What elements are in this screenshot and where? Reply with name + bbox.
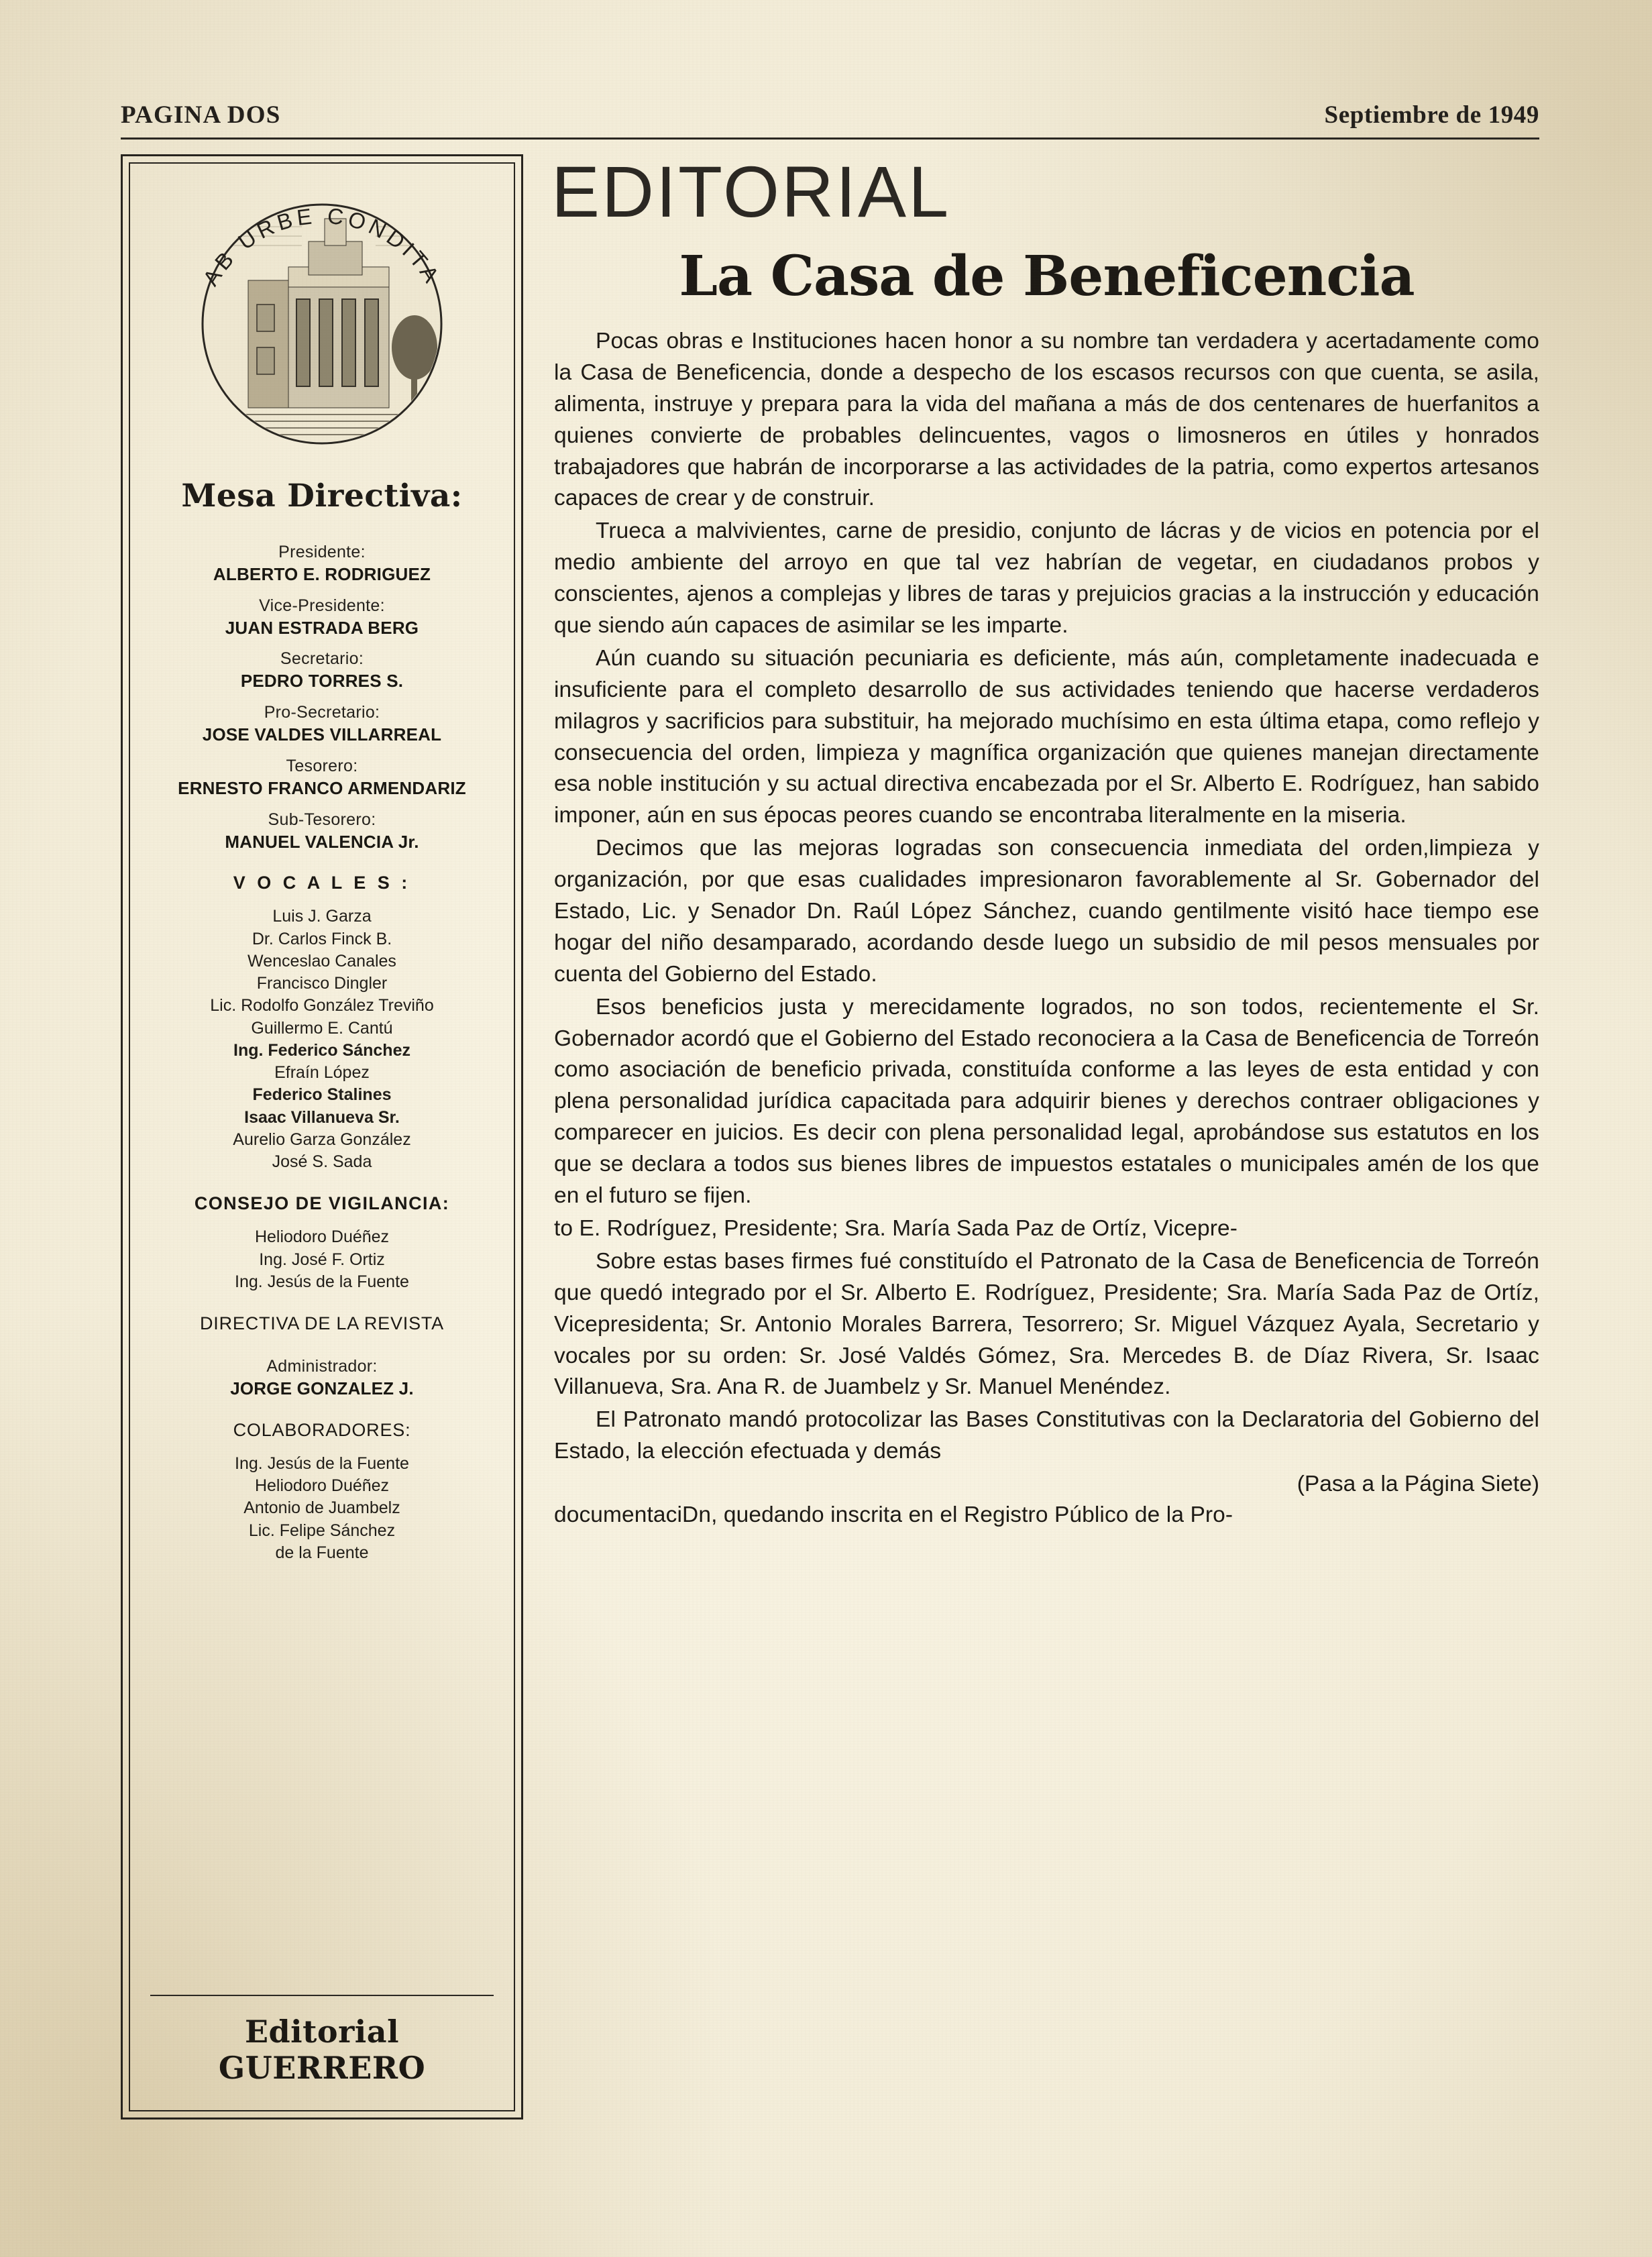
officer-role: Presidente: bbox=[278, 543, 366, 561]
article-column bbox=[523, 151, 1539, 2120]
continuation-note: (Pasa a la Página Siete) bbox=[1297, 1472, 1539, 1497]
list-item: Federico Stalines bbox=[252, 1085, 392, 1105]
vigilancia-heading: CONSEJO DE VIGILANCIA: bbox=[194, 1193, 450, 1214]
masthead-box-inner bbox=[129, 162, 515, 2111]
list-item: Antonio de Juambelz bbox=[243, 1498, 400, 1518]
officer-role: Tesorero: bbox=[286, 756, 358, 775]
officer-name: PEDRO TORRES S. bbox=[240, 671, 404, 692]
svg-text:AB URBE CONDITA: AB URBE CONDITA bbox=[198, 203, 446, 290]
body-columns bbox=[121, 151, 1539, 2120]
officer-entry bbox=[145, 639, 499, 692]
list-item: Francisco Dingler bbox=[256, 974, 388, 993]
list-item: José S. Sada bbox=[272, 1152, 372, 1172]
officer-name: ERNESTO FRANCO ARMENDARIZ bbox=[178, 777, 466, 798]
list-item: Ing. Federico Sánchez bbox=[233, 1040, 410, 1060]
paragraph: El Patronato mandó protocolizar las Bases Constitutivas con la Declaratoria del Gobierno del Estado, la elección efectuada y demás bbox=[554, 1407, 1539, 1464]
list-item: de la Fuente bbox=[275, 1543, 369, 1562]
publisher-imprint: Editorial GUERRERO bbox=[218, 2014, 426, 2086]
list-item: Wenceslao Canales bbox=[247, 951, 396, 971]
sidebar-column bbox=[121, 154, 523, 2120]
vigilancia-list bbox=[145, 1226, 499, 1293]
officer-name: JOSE VALDES VILLARREAL bbox=[202, 724, 442, 745]
divider bbox=[150, 1995, 494, 1996]
list-item: Isaac Villanueva Sr. bbox=[244, 1107, 400, 1127]
vocales-list bbox=[145, 905, 499, 1173]
paragraph: Pocas obras e Instituciones hacen honor a su nombre tan verdadera y acertadamente como la Casa de Beneficencia, donde a despecho de los escasos recursos con que cuenta, se asila, alimenta, instruye y prepara para la vida del mañana a más de dos centenares de huerfanitos a quienes convierte de probables delincuentes, vagos o limosneros en útiles y honrados trabajadores que habrán de incorporarse a las actividades de la patria, como expertos artesanos capaces de crear y de construir. bbox=[554, 329, 1539, 511]
editorial-kicker: EDITORIAL bbox=[551, 151, 951, 232]
paragraph: Decimos que las mejoras logradas son consecuencia inmediata del orden,limpieza y organización, por que esas cualidades impresionaron favorablemente al Sr. Gobernador del Estado, Lic. y Senador Dn. Raúl López Sánchez, cuando gentilmente visitó hace tiempo ese hogar del niño desamparado, acordando desde luego un subsidio de mil pesos mensuales por cuenta del Gobierno del Estado. bbox=[554, 836, 1539, 987]
masthead bbox=[121, 101, 1539, 140]
list-item: Ing. José F. Ortiz bbox=[259, 1250, 385, 1269]
masthead-box bbox=[121, 154, 523, 2120]
stray-line: to E. Rodríguez, Presidente; Sra. María Sada Paz de Ortíz, Vicepre- bbox=[554, 1215, 1238, 1241]
admin-role: Administrador: bbox=[266, 1357, 378, 1376]
officer-name: JUAN ESTRADA BERG bbox=[225, 617, 419, 638]
list-item: Aurelio Garza González bbox=[233, 1130, 411, 1149]
colaboradores-list bbox=[145, 1453, 499, 1564]
officer-name: ALBERTO E. RODRIGUEZ bbox=[213, 564, 431, 584]
page-number-label: PAGINA DOS bbox=[121, 101, 281, 129]
officer-entry bbox=[145, 692, 499, 746]
issue-date: Septiembre de 1949 bbox=[1324, 101, 1539, 129]
officer-role: Vice-Presidente: bbox=[259, 596, 385, 615]
officer-entry bbox=[145, 746, 499, 800]
sidebar-title: Mesa Directiva: bbox=[181, 478, 463, 514]
admin-name: JORGE GONZALEZ J. bbox=[230, 1378, 414, 1399]
paragraph: Esos beneficios justa y merecidamente logrados, no son todos, recientemente el Sr. Gobernador acordó que el Gobierno del Estado reconociera a la Casa de Beneficencia de Torreón como asociación de beneficio privada, constituída conforme a las leyes de esta entidad y con plena personalidad jurídica capacitada para adquirir bienes y derechos contraer obligaciones y comparecer en juicios. Es decir con plena personalidad legal, aprobándose sus estatutos en los que se declara a todos sus bienes libres de impuestos estatales o municipales amén de los que en el futuro se fijen. bbox=[554, 994, 1539, 1209]
revista-heading: DIRECTIVA DE LA REVISTA bbox=[200, 1313, 444, 1334]
officer-role: Sub-Tesorero: bbox=[268, 810, 376, 829]
vocales-heading: V O C A L E S : bbox=[233, 873, 411, 893]
last-line: documentaciDn, quedando inscrita en el Registro Público de la Pro- bbox=[554, 1502, 1233, 1528]
officer-entry bbox=[145, 800, 499, 853]
sidebar-spacer bbox=[145, 1564, 499, 1977]
officer-name: MANUEL VALENCIA Jr. bbox=[225, 831, 419, 852]
list-item: Heliodoro Duéñez bbox=[254, 1476, 390, 1496]
list-item: Heliodoro Duéñez bbox=[254, 1227, 390, 1247]
officer-role: Pro-Secretario: bbox=[264, 703, 380, 722]
article-headline: La Casa de Beneficencia bbox=[679, 244, 1415, 309]
list-item: Dr. Carlos Finck B. bbox=[252, 929, 392, 948]
colaboradores-heading: COLABORADORES: bbox=[233, 1419, 411, 1440]
list-item: Lic. Felipe Sánchez bbox=[248, 1521, 396, 1540]
article-body bbox=[554, 326, 1539, 1531]
paragraph: Trueca a malvivientes, carne de presidio, conjunto de lácras y de vicios en potencia por el medio ambiente del arroyo en que tal vez habrían de vegetar, en ciudadanos probos y conscientes, ajenos a complejas y libres de taras y prejuicios gracias a la instrucción y educación que siendo aún capaces de asimilar se les imparte. bbox=[554, 518, 1539, 639]
list-item: Guillermo E. Cantú bbox=[251, 1018, 393, 1038]
seal-emblem bbox=[148, 180, 496, 468]
paragraph: Sobre estas bases firmes fué constituído el Patronato de la Casa de Beneficencia de Torreón que quedó integrado por el Sr. Alberto E. Rodríguez, Presidente; Sra. María Sada Paz de Ortíz, Vicepresidenta; Sr. Antonio Morales Barrera, Tesorrero; Sr. Miguel Vázquez Ayala, Secretario y vocales por su orden: Sr. José Valdés Gómez, Sra. Mercedes B. de Díaz Rivera, Sr. Isaac Villanueva, Sra. Ana R. de Juambelz y Sr. Manuel Menéndez. bbox=[554, 1248, 1539, 1400]
list-item: Efraín López bbox=[274, 1063, 370, 1083]
list-item: Ing. Jesús de la Fuente bbox=[235, 1272, 409, 1291]
list-item: Lic. Rodolfo González Treviño bbox=[210, 996, 434, 1015]
page-content bbox=[121, 101, 1539, 2120]
officer-role: Secretario: bbox=[280, 649, 364, 669]
officer-entry bbox=[145, 586, 499, 639]
list-item: Ing. Jesús de la Fuente bbox=[235, 1453, 409, 1473]
paragraph: Aún cuando su situación pecuniaria es deficiente, más aún, completamente inadecuada e insuficiente para el completo desarrollo de sus actividades teniendo que hacerse verdaderos milagros y sacrificios para substituir, ha mejorado muchísimo en esta última etapa, como reflejo y consecuencia del orden, limpieza y magnífica organización que quienes manejan directamente esa noble institución y su actual directiva encabezada por el Sr. Alberto E. Rodríguez, han sabido imponer, aún en sus épocas peores cuando se encontraba literalmente en la miseria. bbox=[554, 645, 1539, 828]
list-item: Luis J. Garza bbox=[272, 907, 372, 926]
officer-entry bbox=[145, 532, 499, 586]
